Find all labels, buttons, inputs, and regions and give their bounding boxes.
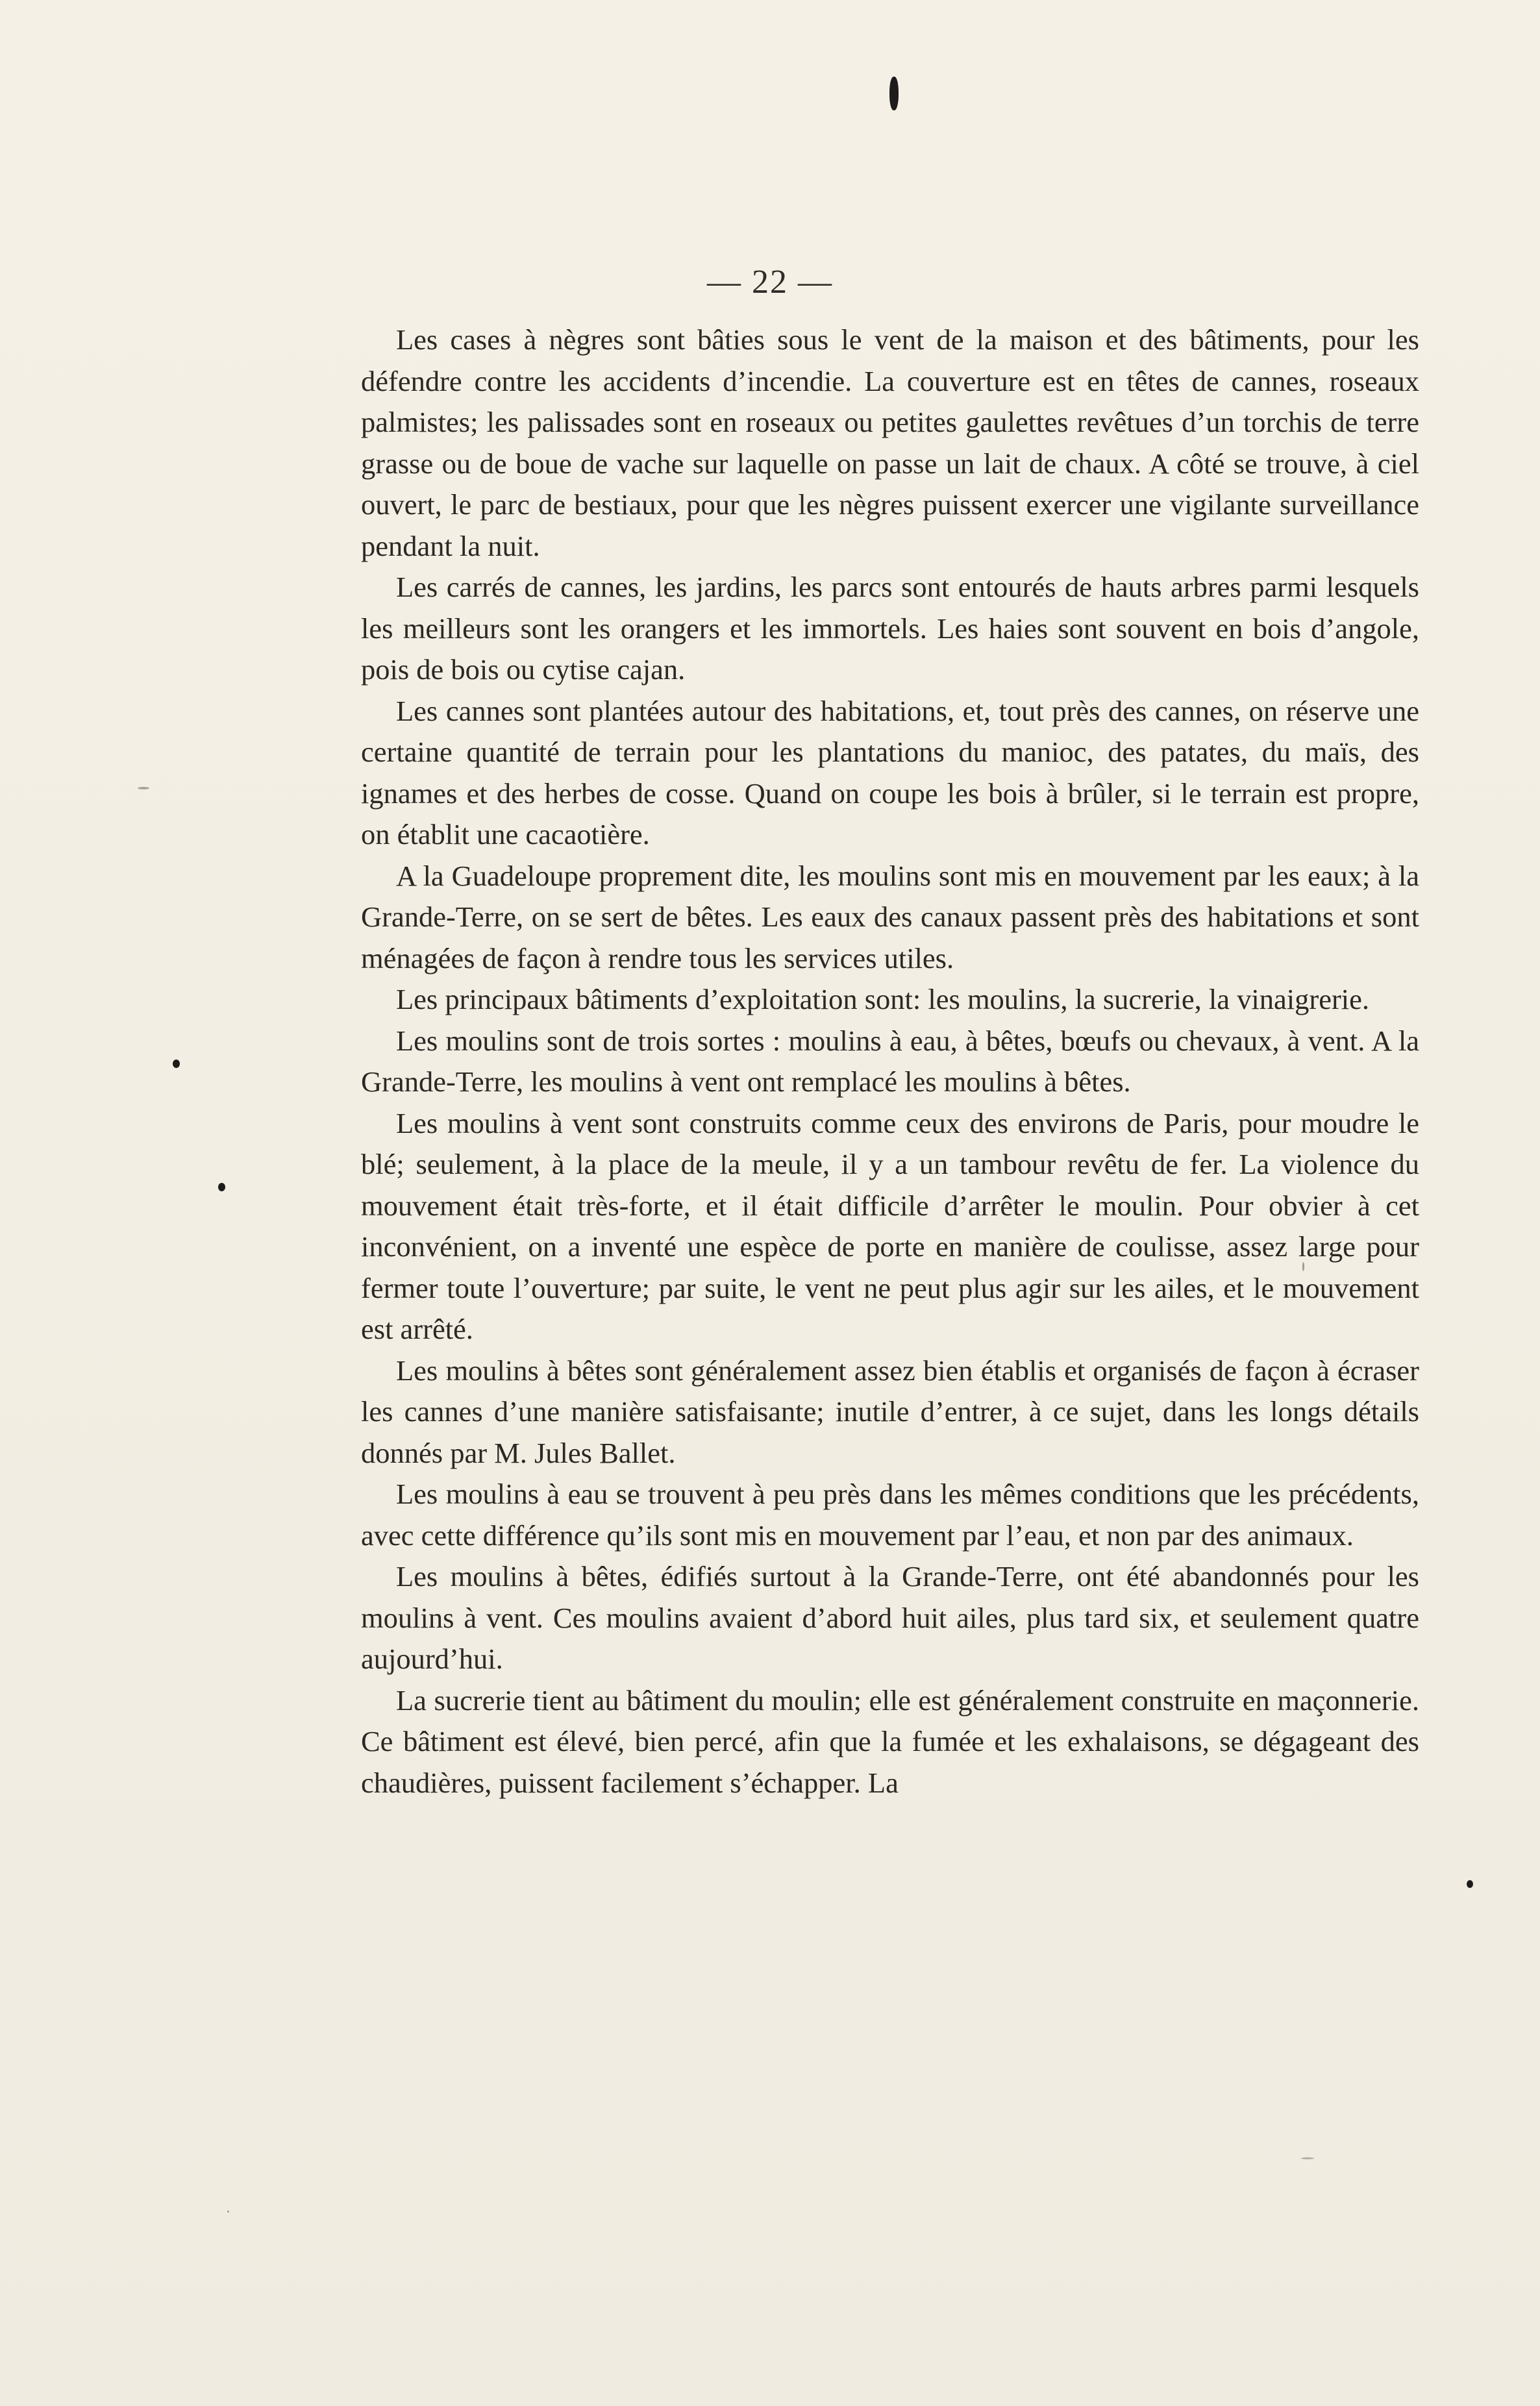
paragraph: Les moulins sont de trois sortes : moulins à eau, à bêtes, bœufs ou chevaux, à vent. A la Grande-Terre, les moulins à vent ont remplacé les moulins à bêtes.	[361, 1024, 1419, 1098]
paragraph: Les carrés de cannes, les jardins, les parcs sont entourés de hauts arbres parmi lesquels les meilleurs sont les orangers et les immortels. Les haies sont souvent en bois d’angole, pois de bois ou cytise cajan.	[361, 571, 1419, 686]
ink-speck	[889, 77, 899, 110]
paragraph: A la Guadeloupe proprement dite, les moulins sont mis en mouvement par les eaux; à la Grande-Terre, on se sert de bêtes. Les eaux des canaux passent près des habitations et sont ménagées de façon à rendre tous les services utiles.	[361, 859, 1419, 974]
paragraph: Les cannes sont plantées autour des habitations, et, tout près des cannes, on réserve une certaine quantité de terrain pour les plantations du manioc, des patates, du maïs, des ignames et des herbes de cosse. Quand on coupe les bois à brûler, si le terrain est propre, on établit une cacaotière.	[361, 694, 1419, 850]
ink-speck	[227, 2211, 229, 2213]
paragraph: Les cases à nègres sont bâties sous le vent de la maison et des bâtiments, pour les défendre contre les accidents d’incendie. La couverture est en têtes de cannes, roseaux palmistes; les palissades sont en roseaux ou petites gaulettes revêtues d’un torchis de terre grasse ou de boue de vache sur laquelle on passe un lait de chaux. A côté se trouve, à ciel ouvert, le parc de bestiaux, pour que les nègres puissent exercer une vigilante surveillance pendant la nuit.	[361, 323, 1419, 562]
ink-speck	[218, 1183, 225, 1191]
paragraph: La sucrerie tient au bâtiment du moulin; elle est généralement construite en maçonnerie. Ce bâtiment est élevé, bien percé, afin que la fumée et les exhalaisons, se dégageant des chaudières, puissent facilement s’échapper. La	[361, 1683, 1419, 1799]
paragraph: Les moulins à bêtes, édifiés surtout à la Grande-Terre, ont été abandonnés pour les moulins à vent. Ces moulins avaient d’abord huit ailes, plus tard six, et seulement quatre aujourd’hui.	[361, 1560, 1419, 1675]
ink-speck	[1467, 1880, 1473, 1888]
body-text	[361, 319, 1419, 1804]
paragraph: Les moulins à bêtes sont généralement assez bien établis et organisés de façon à écraser les cannes d’une manière satisfaisante; inutile d’entrer, à ce sujet, dans les longs détails donnés par M. Jules Ballet.	[361, 1354, 1419, 1469]
page-number: — 22 —	[707, 264, 833, 301]
paragraph: Les principaux bâtiments d’exploitation sont: les moulins, la sucrerie, la vinaigrerie.	[396, 983, 1370, 1015]
ink-speck	[1301, 2157, 1314, 2159]
paragraph: Les moulins à eau se trouvent à peu près dans les mêmes conditions que les précédents, avec cette différence qu’ils sont mis en mouvement par l’eau, et non par des animaux.	[361, 1478, 1419, 1552]
ink-speck	[173, 1060, 180, 1068]
ink-speck	[138, 787, 149, 789]
paragraph: Les moulins à vent sont construits comme ceux des environs de Paris, pour moudre le blé; seulement, à la place de la meule, il y a un tambour revêtu de fer. La violence du mouvement était très-forte, et il était difficile d’arrêter le moulin. Pour obvier à cet inconvénient, on a inventé une espèce de porte en manière de coulisse, assez large pour fermer toute l’ouverture; par suite, le vent ne peut plus agir sur les ailes, et le mouvement est arrêté.	[361, 1106, 1419, 1345]
